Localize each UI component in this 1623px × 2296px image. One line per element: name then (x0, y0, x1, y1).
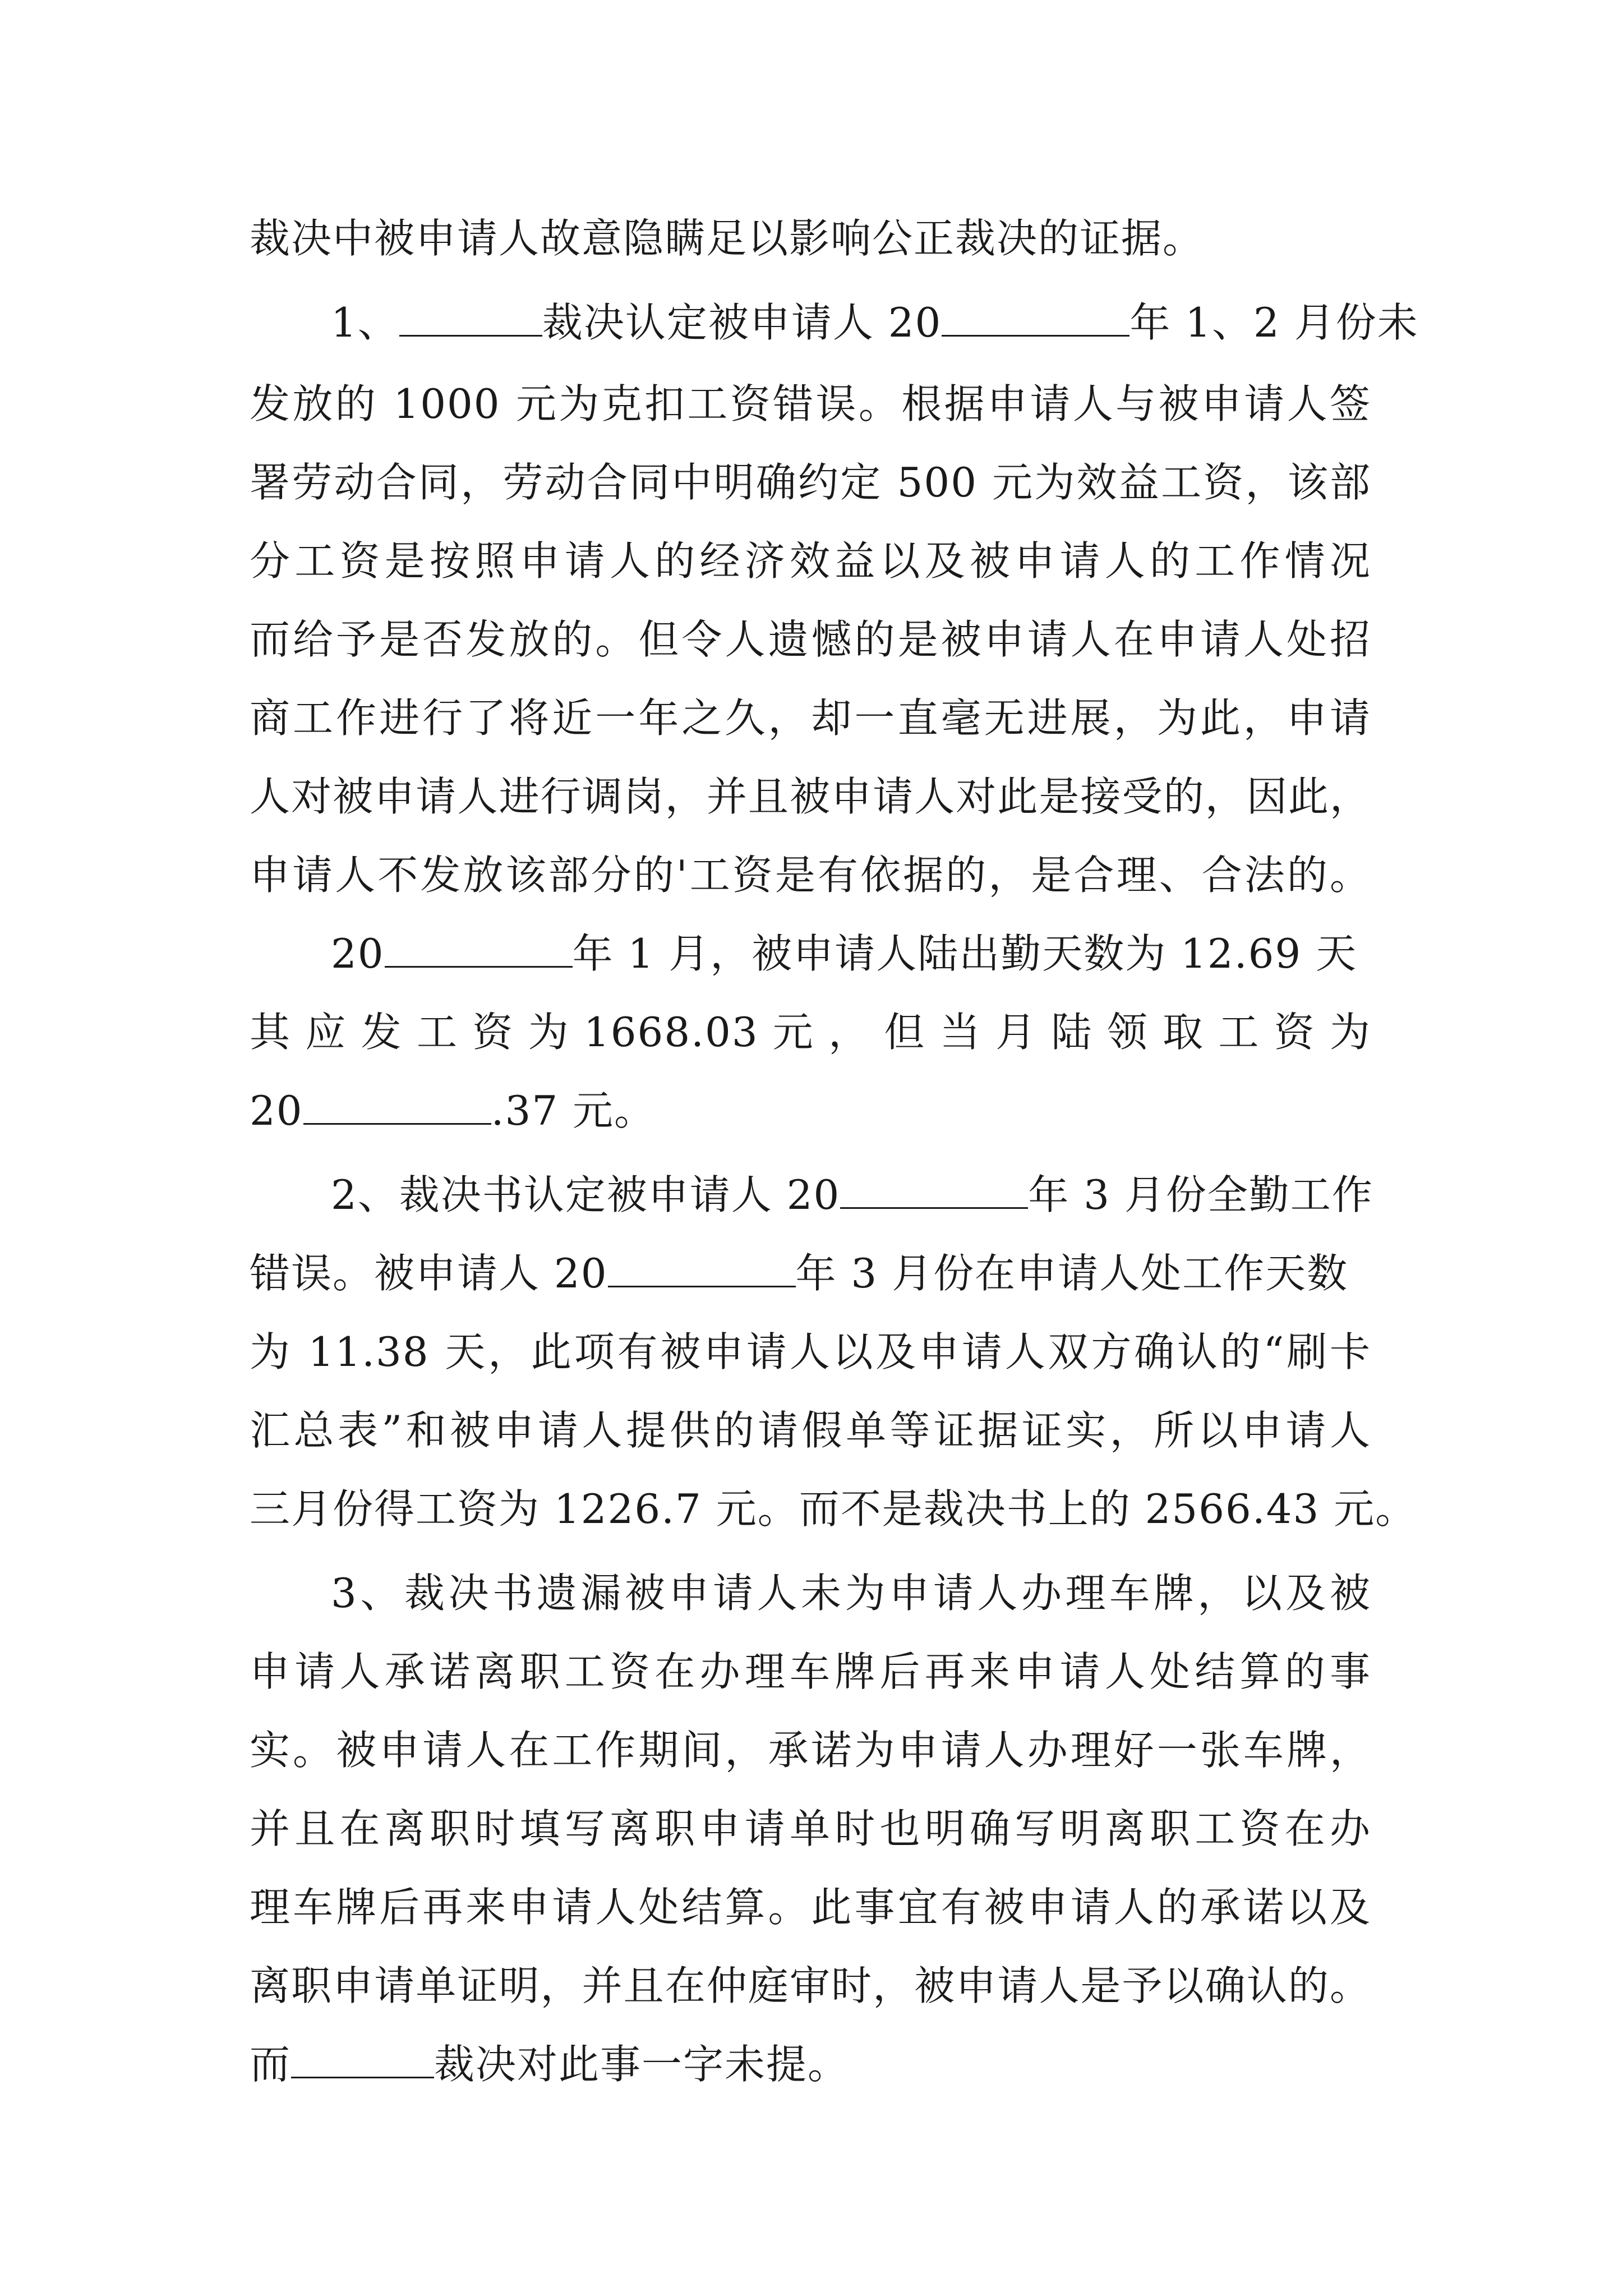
fill-in-blank (291, 2042, 434, 2078)
text-line: 1、 裁决认定被申请人 20 年 1、2 月份未 (331, 299, 1419, 346)
text-line: 为 11.38 天，此项有被申请人以及申请人双方确认的“刷卡 (250, 1328, 1371, 1375)
fill-in-blank (303, 1088, 491, 1125)
text-line: 2、裁决书认定被申请人 20 年 3 月份全勤工作 (331, 1171, 1373, 1218)
text-line: 20 年 1 月，被申请人陆出勤天数为 12.69 天 (331, 930, 1358, 977)
text-line: 人对被申请人进行调岗，并且被申请人对此是接受的，因此， (250, 773, 1371, 820)
text-line: 三月份得工资为 1226.7 元。而不是裁决书上的 2566.43 元。 (250, 1485, 1417, 1533)
text-line: 分工资是按照申请人的经济效益以及被申请人的工作情况 (250, 537, 1371, 585)
text-line: 其 应 发 工 资 为 1668.03 元 ， 但 当 月 陆 领 取 工 资 为 (250, 1009, 1371, 1056)
text-line: 离职申请单证明，并且在仲庭审时，被申请人是予以确认的。 (250, 1962, 1371, 2009)
text-line: 实。被申请人在工作期间，承诺为申请人办理好一张车牌， (250, 1727, 1371, 1774)
text-line: 裁决中被申请人故意隐瞒足以影响公正裁决的证据。 (250, 215, 1205, 262)
text-line: 申请人承诺离职工资在办理车牌后再来申请人处结算的事 (250, 1648, 1371, 1695)
text-line: 汇总表”和被申请人提供的请假单等证据证实，所以申请人 (250, 1407, 1371, 1454)
text-line: 商工作进行了将近一年之久，却一直毫无进展，为此，申请 (250, 694, 1371, 742)
fill-in-blank (608, 1251, 796, 1287)
text-line: 而 裁决对此事一字未提。 (250, 2041, 850, 2088)
text-line: 理车牌后再来申请人处结算。此事宜有被申请人的承诺以及 (250, 1884, 1371, 1931)
fill-in-blank (385, 931, 573, 968)
text-line: 错误。被申请人 20 年 3 月份在申请人处工作天数 (250, 1250, 1349, 1297)
text-line: 3、裁决书遗漏被申请人未为申请人办理车牌，以及被 (331, 1570, 1371, 1617)
text-line: 署劳动合同，劳动合同中明确约定 500 元为效益工资，该部 (250, 459, 1371, 506)
text-line: 申请人不发放该部分的'工资是有依据的，是合理、合法的。 (250, 852, 1371, 899)
text-line: 并且在离职时填写离职申请单时也明确写明离职工资在办 (250, 1805, 1371, 1852)
fill-in-blank (399, 300, 542, 337)
text-line: 而给予是否发放的。但令人遗憾的是被申请人在申请人处招 (250, 616, 1371, 663)
text-line: 20 .37 元。 (250, 1087, 656, 1134)
fill-in-blank (942, 300, 1129, 337)
text-line: 发放的 1000 元为克扣工资错误。根据申请人与被申请人签 (250, 380, 1371, 427)
fill-in-blank (840, 1172, 1028, 1209)
